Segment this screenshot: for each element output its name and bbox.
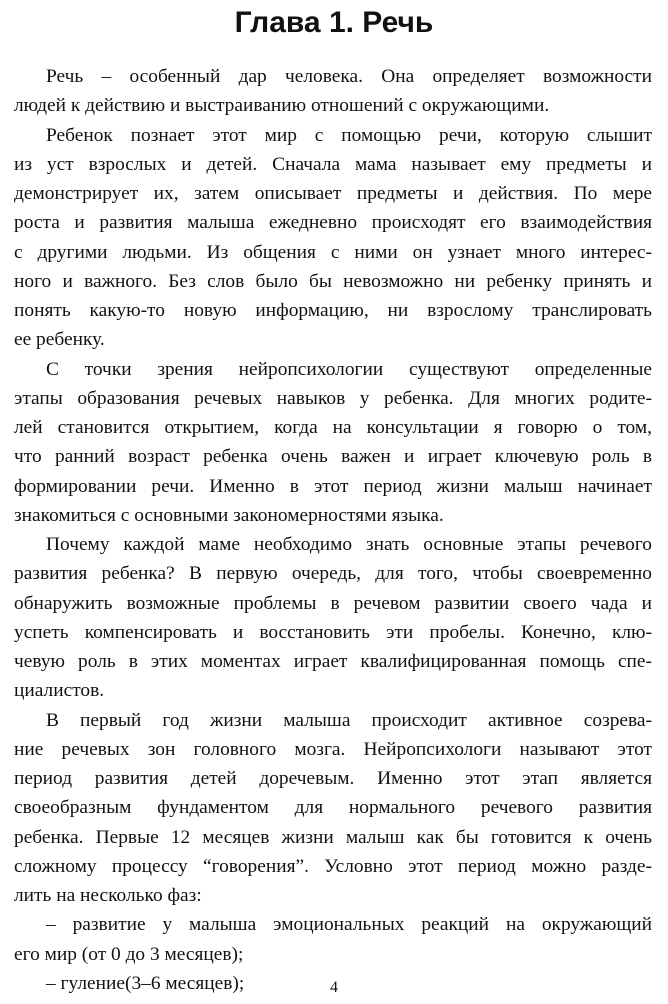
text-line: роста и развития малыша ежедневно происходят его взаимодействия	[14, 212, 652, 234]
text-line: лить на несколько фаз:	[14, 885, 202, 906]
page-number: 4	[330, 979, 338, 996]
text-line: с другими людьми. Из общения с ними он узнает много интерес-	[14, 241, 652, 263]
text-line: людей к действию и выстраиванию отношений с окружающими.	[14, 95, 550, 117]
text-line: демонстрирует их, затем описывает предметы и действия. По мере	[14, 183, 652, 204]
text-line: Ребенок познает этот мир с помощью речи, которую слышит	[46, 124, 652, 146]
text-line: ного и важного. Без слов было бы невозможно ни ребенку принять и	[14, 270, 652, 292]
text-line: что ранний возраст ребенка очень важен и играет ключевую роль в	[14, 446, 652, 468]
text-line: чевую роль в этих моментах играет квалифицированная помощь спе-	[14, 651, 652, 672]
text-line: из уст взрослых и детей. Сначала мама называет ему предметы и	[14, 153, 652, 175]
text-line: Почему каждой маме необходимо знать основные этапы речевого	[46, 534, 652, 555]
text-line: лей становится открытием, когда на консультации я говорю о том,	[14, 417, 652, 438]
text-line: Речь – особенный дар человека. Она определяет возможности	[46, 66, 652, 87]
text-line: ее ребенку.	[14, 329, 105, 351]
text-line: ребенка. Первые 12 месяцев жизни малыш как бы готовится к очень	[14, 826, 652, 848]
text-line: обнаружить возможные проблемы в речевом развитии своего чада и	[14, 592, 652, 614]
chapter-body	[14, 62, 652, 998]
text-line: понять какую-то новую информацию, ни взрослому транслировать	[14, 300, 652, 321]
text-line: циалистов.	[14, 680, 105, 702]
text-line: знакомиться с основными закономерностями языка.	[14, 504, 444, 526]
text-line: период развития детей доречевым. Именно этот этап является	[14, 768, 652, 789]
text-line: его мир (от 0 до 3 месяцев);	[14, 943, 244, 965]
text-line: формировании речи. Именно в этот период жизни малыш начинает	[14, 475, 652, 497]
text-line: этапы образования речевых навыков у ребенка. Для многих родите-	[14, 387, 652, 409]
chapter-title: Глава 1. Речь	[234, 6, 434, 39]
text-line: В первый год жизни малыша происходит активное созрева-	[46, 709, 652, 731]
text-line: успеть компенсировать и восстановить эти пробелы. Конечно, клю-	[14, 621, 652, 643]
text-line: – гуление(3–6 месяцев);	[46, 972, 245, 994]
text-line: своеобразным фундаментом для нормального речевого развития	[14, 797, 652, 819]
text-line: развития ребенка? В первую очередь, для того, чтобы своевременно	[14, 563, 652, 585]
text-line: ние речевых зон головного мозга. Нейропсихологи называют этот	[14, 738, 652, 760]
text-line: – развитие у малыша эмоциональных реакций на окружающий	[46, 914, 652, 936]
text-line: сложному процессу “говорения”. Условно этот период можно разде-	[14, 855, 652, 877]
text-line: С точки зрения нейропсихологии существуют определенные	[46, 358, 652, 380]
